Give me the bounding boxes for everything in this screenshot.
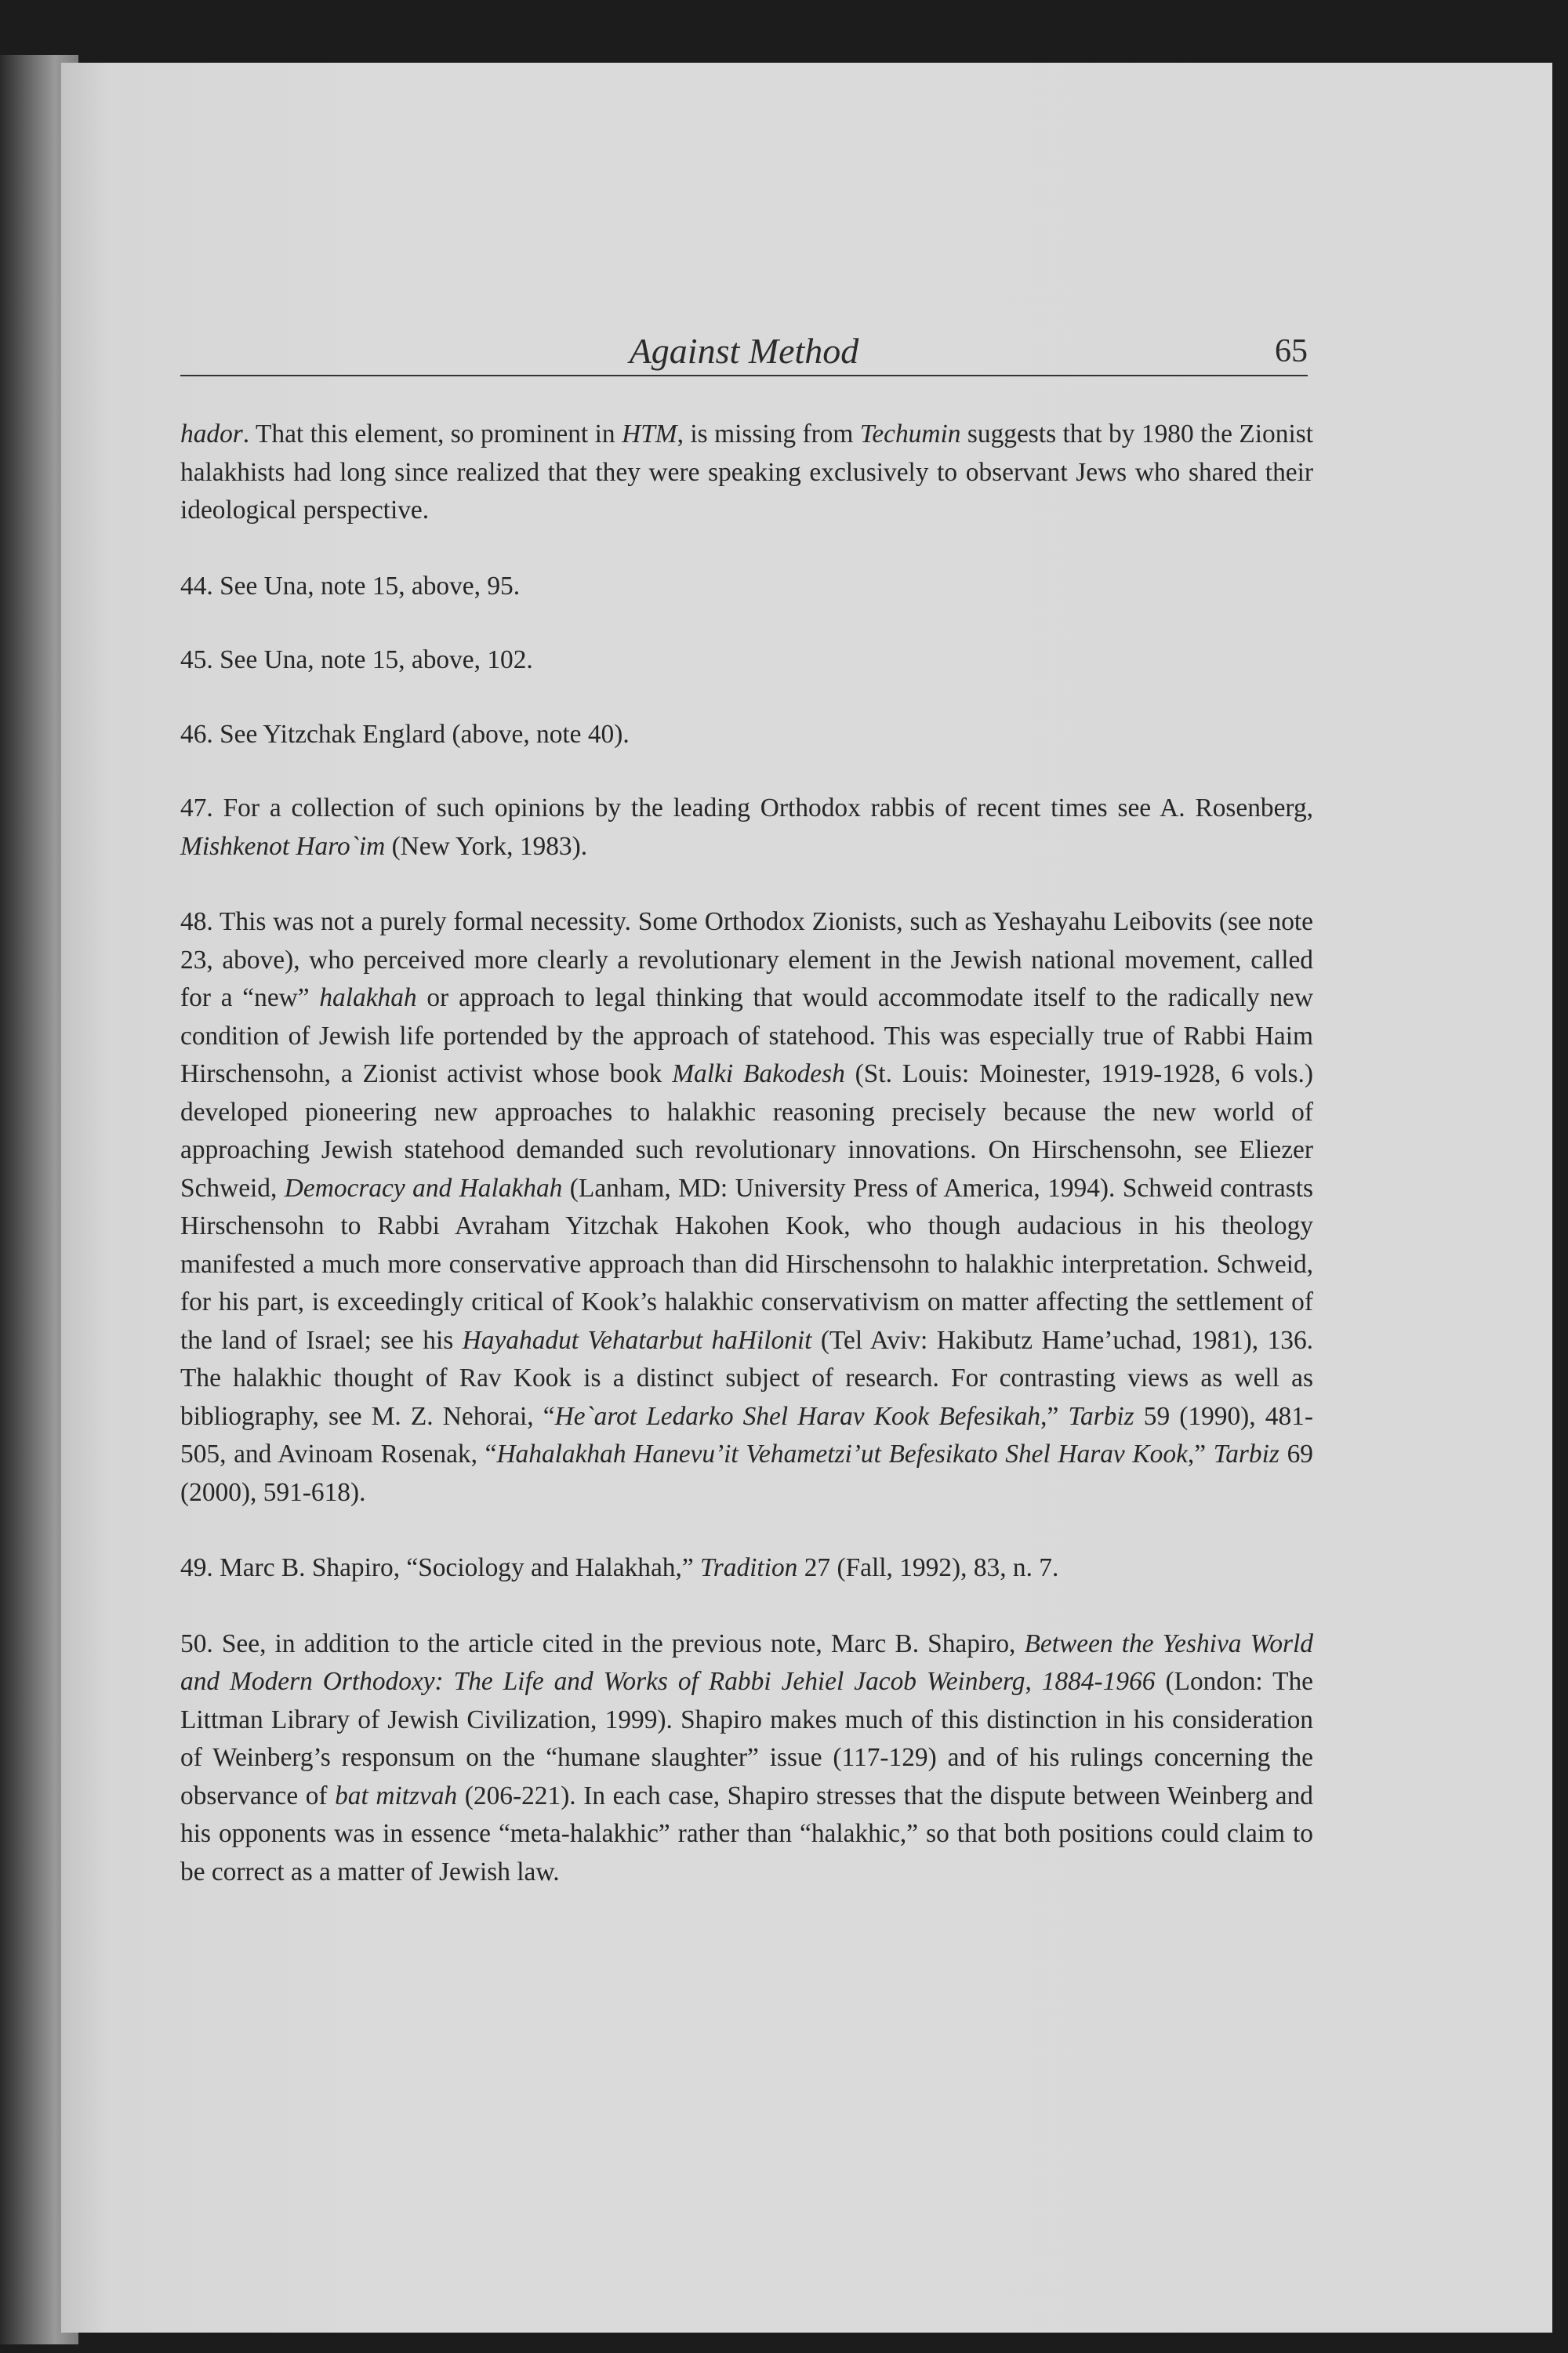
note-49: 49. Marc B. Shapiro, “Sociology and Halakhah,” Tradition 27 (Fall, 1992), 83, n. 7. — [180, 1553, 1059, 1582]
running-title: Against Method — [629, 331, 859, 371]
note-48: 48. This was not a purely formal necessity. Some Orthodox Zionists, such as Yeshayahu Leibovits (see note 23, above), who perceived more clearly a revolutionary element in the Jewish national movement, called for a “new” halakhah or approach to legal thinking that would accommodate itself to the radically new condition of Jewish life portended by the approach of statehood. This was especially true of Rabbi Haim Hirschensohn, a Zionist activist whose book Malki Bakodesh (St. Louis: Moinester, 1919-1928, 6 vols.) developed pioneering new approaches to halakhic reasoning precisely because the new world of approaching Jewish statehood demanded such revolutionary innovations. On Hirschensohn, see Eliezer Schweid, Democracy and Halakhah (Lanham, MD: University Press of America, 1994). Schweid contrasts Hirschensohn to Rabbi Avraham Yitzchak Hakohen Kook, who though audacious in his theology manifested a much more conservative approach than did Hirschensohn to halakhic interpretation. Schweid, for his part, is exceedingly critical of Kook’s halakhic conservativism on matter affecting the settlement of the land of Israel; see his Hayahadut Vehatarbut haHilonit (Tel Aviv: Hakibutz Hame’uchad, 1981), 136. The halakhic thought of Rav Kook is a distinct subject of research. For contrasting views as well as bibliography, see M. Z. Nehorai, “He`arot Ledarko Shel Harav Kook Befesikah,” Tarbiz 59 (1990), 481-505, and Avinoam Rosenak, “Hahalakhah Hanevu’it Vehametzi’ut Befesikato Shel Harav Kook,” Tarbiz 69 (2000), 591-618). — [180, 907, 1314, 1507]
page-number: 65 — [1275, 333, 1308, 369]
note-44: 44. See Una, note 15, above, 95. — [180, 571, 521, 601]
continued-note-paragraph: hador. That this element, so prominent in HTM, is missing from Techumin suggests that by 1980 the Zionist halakhists had long since realized that they were speaking exclusively to observant Jews who shared their ideological perspective. — [180, 419, 1313, 525]
page-header — [180, 321, 1308, 376]
note-46: 46. See Yitzchak Englard (above, note 40). — [180, 719, 630, 749]
note-50: 50. See, in addition to the article cited in the previous note, Marc B. Shapiro, Between the Yeshiva World and Modern Orthodoxy: The Life and Works of Rabbi Jehiel Jacob Weinberg, 1884-1966 (London: The Littman Library of Jewish Civilization, 1999). Shapiro makes much of this distinction in his consideration of Weinberg’s responsum on the “humane slaughter” issue (117-129) and of his rulings concerning the observance of bat mitzvah (206-221). In each case, Shapiro stresses that the dispute between Weinberg and his opponents was in essence “meta-halakhic” rather than “halakhic,” so that both positions could claim to be correct as a matter of Jewish law. — [180, 1629, 1313, 1886]
endnotes-body — [180, 416, 1313, 1929]
note-47: 47. For a collection of such opinions by the leading Orthodox rabbis of recent times see A. Rosenberg, Mishkenot Haro`im (New York, 1983). — [180, 793, 1313, 861]
note-45: 45. See Una, note 15, above, 102. — [180, 645, 533, 674]
